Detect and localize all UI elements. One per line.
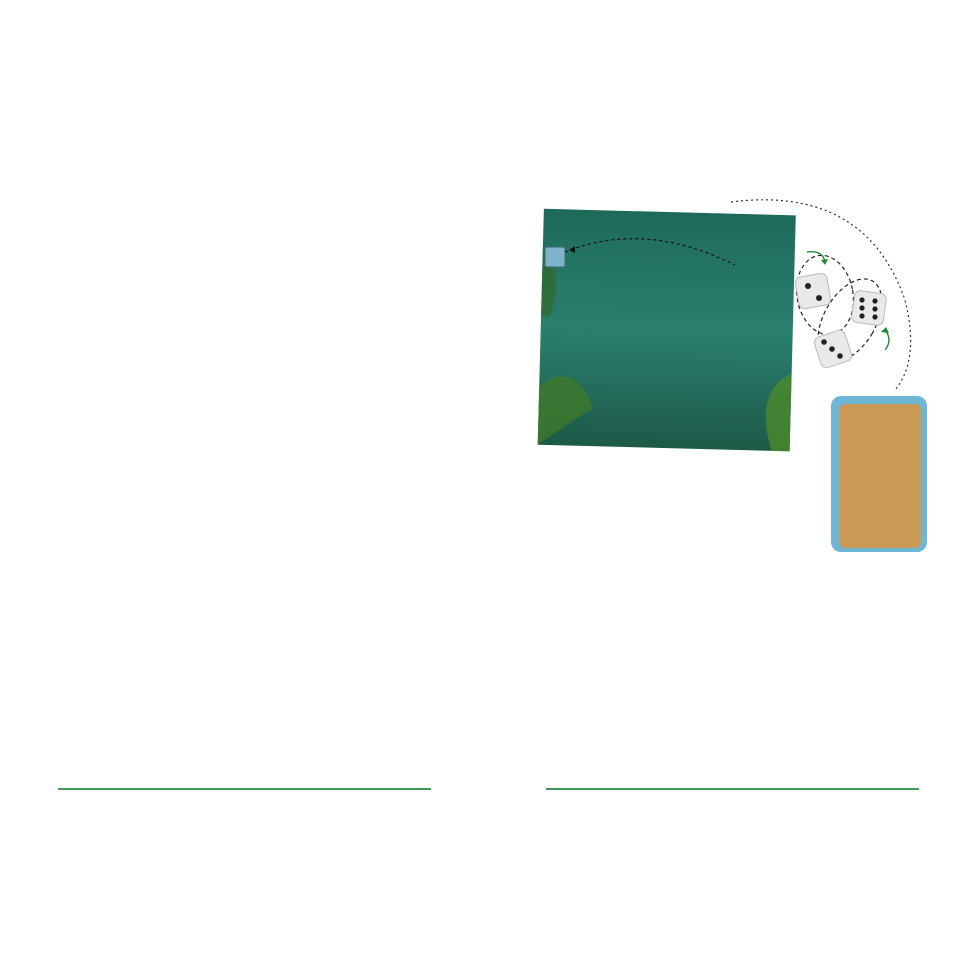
die-2 bbox=[794, 272, 831, 309]
die-3 bbox=[813, 329, 853, 369]
die-6 bbox=[851, 290, 887, 326]
example-column bbox=[546, 581, 936, 593]
footer-rule-right bbox=[546, 788, 919, 790]
player-tablet bbox=[831, 396, 927, 552]
footer-rule-left bbox=[58, 788, 431, 790]
game-board-illustration bbox=[535, 190, 935, 560]
left-column bbox=[47, 206, 432, 220]
moved-token bbox=[545, 247, 565, 267]
main-board bbox=[538, 209, 796, 452]
